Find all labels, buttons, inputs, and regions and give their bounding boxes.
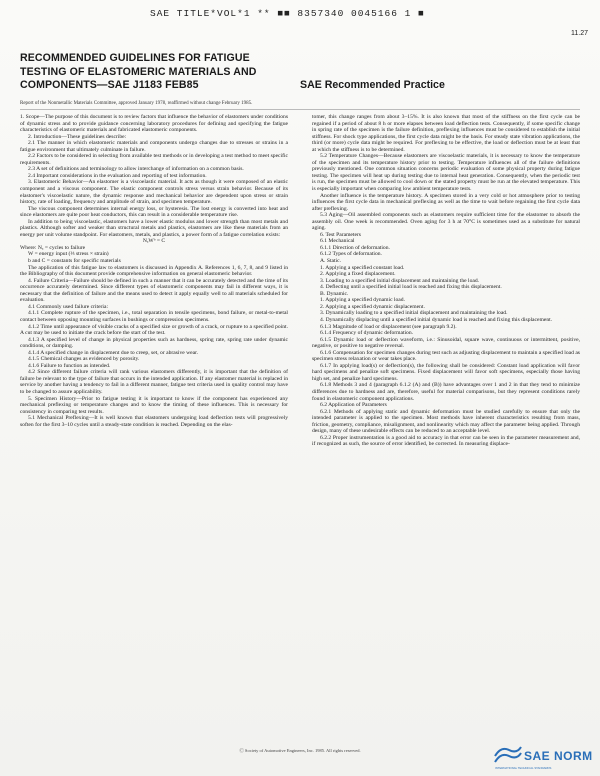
paragraph: 5.1 Mechanical Preflexing—It is well known that elastomers undergoing load deflection tests will progressively soften for the first 3–10 cycles until a steady-state condition is reached. Depending on the elas-	[20, 415, 288, 428]
paragraph: 2.1 The manner in which elastomeric materials and components undergo changes due to stresses or strains in a fatigue environment that ultimately culminate in failure.	[20, 140, 288, 153]
title-line-2: TESTING OF ELASTOMERIC MATERIALS AND	[20, 65, 257, 78]
paragraph: 6.2.2 Proper instrumentation is a good aid to accuracy in that error can be seen in the parameter measurement and, if recognized as such, the source of error identified, be corrected. In measuring displace-	[312, 434, 580, 448]
copyright-note: Ⓒ Society of Automotive Engineers, Inc. 1985. All rights reserved.	[239, 748, 361, 753]
report-statement: Report of the Nonmetallic Materials Committee, approved January 1978, reaffirmed without change February 1985.	[20, 101, 253, 106]
paragraph: The viscous component determines internal energy loss, or hysteresis. The lost energy is converted into heat and since elastomers are quite poor heat conductors, this can result in a considerable temperature rise.	[20, 205, 288, 219]
paragraph: 2. Applying a fixed displacement.	[320, 271, 396, 278]
paragraph: 4.1.5 Chemical changes as evidenced by porosity.	[28, 356, 140, 363]
equation: NₐWᵇ = C	[142, 238, 166, 245]
paragraph: 2. Applying a specified dynamic displacement.	[320, 303, 425, 310]
paragraph: 6.1.6 Compensation for specimen changes during test such as adjusting displacement to maintain a specified load as specimen stress relaxation or wear takes place.	[312, 349, 580, 363]
paragraph: 4.1 Commonly used failure criteria:	[28, 303, 109, 310]
paragraph: 6.1 Mechanical	[320, 238, 355, 245]
paragraph: A. Static.	[320, 258, 341, 265]
paragraph: 5.3 Aging—Oil assembled components such as elastomers require sufficient time for the elastomer to absorb the assembly oil. One week is recommended. Oven aging for 3 h at 70°C is sometimes used as a substitute for natural aging.	[312, 212, 580, 232]
page-number: 11.27	[571, 30, 588, 37]
paragraph: 4.1.1 Complete rupture of the specimen, i.e., total separation in tensile specimens, bond failure, or metal-to-metal contact between opposing mounting surfaces in bushings or compression specimens.	[20, 310, 288, 323]
paragraph: In addition to being viscoelastic, elastomers have a lower elastic modulus and lower strength than most metals and plastics. Although softer and weaker than structural metals and plastics, elastomers are like these materials from an energy per unit volume standpoint. For elastomers, metals, and plastics, a power form of a fatigue correlation exists:	[20, 218, 288, 238]
logo-subtitle: INTERNATIONAL TECHNICAL STANDARDS	[495, 766, 552, 770]
paragraph: 4.2 Since different failure criteria will rank various elastomers differently, it is important that the definition of failure be relevant to the type of failure that occurs in the intended application. If any elastomer material is replaced in service by another having a tendency to fail in a different manner, fatigue test criteria used in quality control may have to be changed to assure applicability.	[20, 369, 288, 395]
paragraph: 3. Elastomeric Behavior—An elastomer is a viscoelastic material. It acts as though it were composed of an elastic component and a viscous component. The elastic component controls stress versus strain behavior. Because of its elastomer's viscoelastic nature, the dynamic response and mechanical behavior are dependent upon stress or strain history, rate of loading, frequency and amplitude of strain, and specimen temperature.	[20, 179, 288, 206]
paragraph: 1. Applying a specified dynamic load.	[320, 297, 405, 304]
paragraph: 2.2 Factors to be considered in selecting from available test methods or in developing a test method to meet specific requirements.	[20, 153, 288, 166]
paragraph: 6.1.5 Dynamic load or deflection waveform, i.e.: Sinusoidal, square wave, continuous or intermittent, positive, negative, or positive to negative reversal.	[312, 336, 580, 350]
paragraph: 2.3 A set of definitions and terminology to allow interchange of information on a common basis.	[28, 166, 244, 173]
paragraph: 4. Dynamically displacing until a specified initial dynamic load is reached and fixing this displacement.	[320, 316, 553, 323]
paragraph: 2. Introduction—These guidelines describe:	[28, 133, 127, 140]
sae-norm-logo	[493, 744, 597, 772]
paragraph: 6.1.8 Methods 3 and 4 (paragraph 6.1.2 (A) and (B)) have advantages over 1 and 2 in that they tend to minimize differences due to hardness and are, therefore, useful for material comparisons, but they represent conditions rarely found in elastomeric component applications.	[312, 382, 580, 402]
paragraph: 4.1.2 Time until appearance of visible cracks of a specified size or growth of a crack, or rupture to a specified point. A cut may be used to initiate the crack before the start of the test.	[20, 323, 288, 337]
paragraph: 5.2 Temperature Changes—Because elastomers are viscoelastic materials, it is necessary to know the temperature of the specimen and its temperature history prior to testing. Temperature influences all of the failure definitions previously mentioned. One common situation concerns periodic evaluation of some physical property during fatigue testing. The specimen will heat up during testing due to internal heat generation. Consequently, when the periodic test is run, the specimen must be allowed to cool down or the stated property must be run at the elevated temperature. This is especially important when comparing low ambient temperature tests.	[312, 153, 580, 193]
paragraph: 6. Test Parameters	[320, 231, 361, 238]
divider	[20, 109, 580, 110]
paragraph: 6.1.3 Magnitude of load or displacement (see paragraph 9.2).	[320, 323, 457, 330]
paragraph: 3. Loading to a specified initial displacement and maintaining the load.	[320, 277, 480, 284]
paragraph: The application of this fatigue law to elastomers is discussed in Appendix A. References 1, 6, 7, 8, and 9 listed in the Bibliography of this document provide comprehensive information on general elastomeric behavior.	[20, 264, 288, 278]
scan-header: SAE TITLE*VOL*1 ** ■■ 8357340 0045166 1 ■	[150, 8, 425, 19]
paragraph: 6.1.7 In applying load(s) or deflection(s), the following shall be considered: Constant load application will favor hard specimens and penalize soft specimens. Fixed displacement will favor soft specimens, especially those having high set, and penalize hard specimens.	[312, 362, 580, 382]
paragraph: 6.2 Application of Parameters	[320, 402, 387, 409]
left-column	[20, 114, 288, 428]
paragraph: 4. Failure Criteria—Failure should be defined in such a manner that it can be accurately detected and the time of its occurrence accurately determined. Since different types of elastomeric components may fail in different ways, it is necessary that the definition of failure and the means used to detect it apply equally well to all materials scheduled for evaluation.	[20, 277, 288, 304]
logo-text: SAE NORM	[524, 749, 593, 763]
paragraph: 2.4 Important considerations in the evaluation and reporting of test information.	[28, 172, 207, 179]
paragraph: 1. Applying a specified constant load.	[320, 264, 405, 271]
sae-logo-icon	[493, 744, 523, 766]
paragraph: 1. Scope—The purpose of this document is to review factors that influence the behavior of elastomers under conditions of dynamic stress and to provide guidance concerning laboratory procedures for defining and specifying the fatigue characteristics of elastomeric materials and fabricated elastomeric components.	[20, 114, 288, 134]
paragraph: b and C = constants for specific materials	[28, 258, 121, 265]
document-title	[20, 52, 260, 93]
title-line-1: RECOMMENDED GUIDELINES FOR FATIGUE	[20, 52, 250, 64]
paragraph: 6.1.2 Types of deformation.	[320, 251, 382, 258]
paragraph: 6.2.1 Methods of applying static and dynamic deformation must be studied carefully to ensure that only the intended parameter is applied to the specimen. Most methods have inherent characteristics resulting from mass, friction, geometry, compliance, misalignment, and nonlinearity which may affect the parameter being applied. Through design, many of these undesirable effects can be reduced to an acceptable level.	[312, 408, 580, 435]
title-line-3: COMPONENTS—SAE J1183 FEB85	[20, 79, 199, 91]
paragraph: 6.1.1 Direction of deformation.	[320, 244, 390, 251]
paragraph: 4.1.6 Failure to function as intended.	[28, 362, 111, 369]
paragraph: 4.1.3 A specified level of change in physical properties such as hardness, spring rate, spring rate under dynamic conditions, or damping.	[20, 336, 288, 350]
paragraph: B. Dynamic.	[320, 290, 349, 297]
paragraph: 4.1.4 A specified change in displacement due to creep, set, or abrasive wear.	[28, 349, 199, 356]
paragraph: 3. Dynamically loading to a specified initial displacement and maintaining the load.	[320, 310, 508, 317]
paragraph: W = energy input (⅓ stress × strain)	[28, 251, 109, 258]
paragraph: tomer, this change ranges from about 3–15%. It is also known that most of the stiffness on the first cycle can be regained if a period of about 8 h or more elapses between load deflection tests. Consequently, if some specific change in spring rate of the specimen is the failure definition, preflexing influences must be considered to establish the initial stiffness. For shock type applications, the first cycle data might be the basis. For steady state vibration applications, the third (or more) cycle data might be required. For preflexing to be effective, the load or deflection must be at least that at which the stiffness is to be determined.	[312, 114, 580, 153]
paragraph: Another influence is the temperature history. A specimen stored in a very cold or hot atmosphere prior to testing influences the first cycle data in mechanical preflexing as well as the time to wait before regaining the first cycle data after preflexing.	[312, 192, 580, 212]
paragraph: 5. Specimen History—Prior to fatigue testing it is important to know if the component has experienced any mechanical preflexing or temperature changes and to know the timing of these influences. This is necessary for consistency in comparing test results.	[20, 395, 288, 415]
paragraph: Where: Nₐ = cycles to failure	[20, 244, 86, 251]
right-column	[312, 114, 580, 448]
paragraph: 4. Deflecting until a specified initial load is reached and fixing this displacement.	[320, 284, 502, 291]
paragraph: 6.1.4 Frequency of dynamic deformation.	[320, 330, 414, 337]
document-category: SAE Recommended Practice	[300, 79, 445, 91]
